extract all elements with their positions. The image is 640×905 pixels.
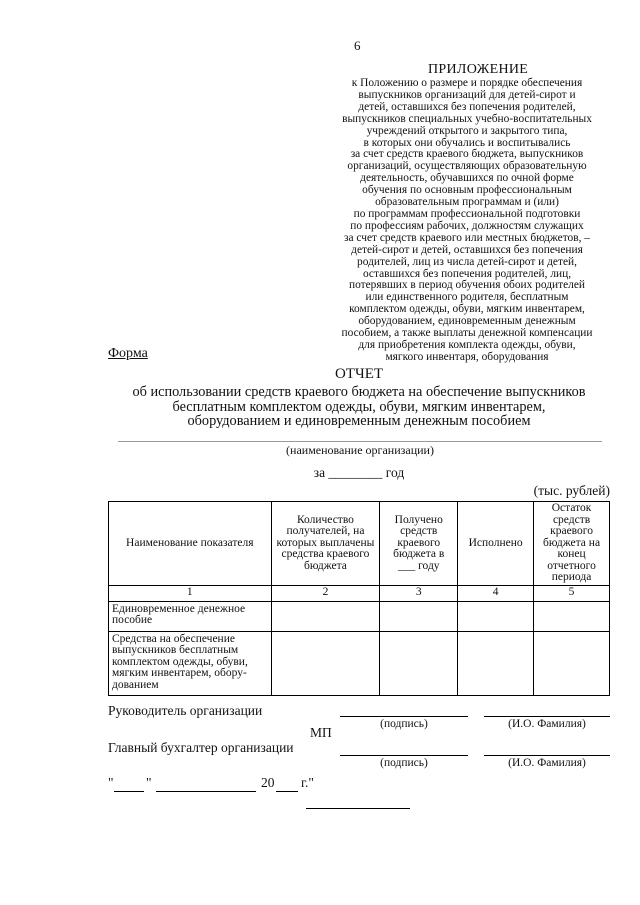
signature-line[interactable] xyxy=(306,808,410,809)
appendix-line: к Положению о размере и порядке обеспечения xyxy=(351,77,583,89)
date-close-quote: " xyxy=(146,775,152,790)
report-subtitle xyxy=(108,385,610,429)
data-cell[interactable] xyxy=(271,631,380,695)
table-header-row xyxy=(109,502,610,586)
report-subtitle-line: бесплатным комплектом одежды, обуви, мягким инвентарем, xyxy=(172,398,546,415)
appendix-title: ПРИЛОЖЕНИЕ xyxy=(428,62,529,77)
header-cell-balance: Остаток средств краевого бюджета на конец отчетного периода xyxy=(534,502,610,586)
appendix-line: за счет средств краевого или местных бюджетов, – xyxy=(343,231,590,244)
appendix-line: выпускников специальных учебно-воспитательных xyxy=(342,112,592,125)
column-number: 4 xyxy=(458,585,534,601)
appendix-line: оборудованием, единовременным денежным xyxy=(358,315,576,328)
column-number-row xyxy=(109,585,610,601)
date-year-line[interactable] xyxy=(276,791,298,792)
head-of-organization-label: Руководитель организации xyxy=(108,703,263,718)
date-day-line[interactable] xyxy=(114,791,144,792)
data-cell[interactable] xyxy=(271,601,380,631)
row-label: Средства на обеспечение выпускников бесплатным комплектом одежды, обуви, мягким инвентарем, обору-дованием xyxy=(109,631,272,695)
page-number: 6 xyxy=(354,38,361,53)
data-cell[interactable] xyxy=(380,601,458,631)
appendix-line: учреждений открытого и закрытого типа, xyxy=(366,124,568,137)
appendix-line: мягкого инвентаря, оборудования xyxy=(385,350,549,363)
row-label: Единовременное денежное пособие xyxy=(109,601,272,631)
report-subtitle-line: оборудованием и единовременным денежным пособием xyxy=(187,413,531,429)
column-number: 2 xyxy=(271,585,380,601)
appendix-line: родителей, лиц из числа детей-сирот и детей, xyxy=(357,255,577,268)
accountant-name-line[interactable] xyxy=(484,755,610,756)
appendix-line: для приобретения комплекта одежды, обуви, xyxy=(358,338,576,351)
date-year-suffix: г." xyxy=(301,775,314,790)
head-name-line[interactable] xyxy=(484,716,610,717)
appendix-line: по профессиям рабочих, должностям служащих xyxy=(350,219,584,232)
data-cell[interactable] xyxy=(458,631,534,695)
appendix-line: обучения по основным профессиональным xyxy=(362,184,572,197)
signature-caption: (подпись) xyxy=(380,718,428,730)
appendix-line: деятельность, обучавшихся по очной форме xyxy=(360,172,574,185)
appendix-line: образовательным программам и (или) xyxy=(375,196,559,209)
report-table xyxy=(108,501,610,696)
report-year-line: за ________ год xyxy=(313,465,405,480)
appendix-line: оставшихся без попечения родителей, лиц, xyxy=(362,267,572,280)
data-cell[interactable] xyxy=(534,601,610,631)
stamp-placeholder: МП xyxy=(310,725,332,740)
form-label: Форма xyxy=(108,346,148,361)
chief-accountant-label: Главный бухгалтер организации xyxy=(108,740,294,755)
appendix-line: потерявших в период обучения обоих родителей xyxy=(348,279,586,292)
head-signature-line[interactable] xyxy=(340,716,468,717)
header-cell-indicator: Наименование показателя xyxy=(109,502,272,586)
table-row xyxy=(109,631,610,695)
data-cell[interactable] xyxy=(534,631,610,695)
column-number: 5 xyxy=(534,585,610,601)
appendix-line: комплектом одежды, обуви, мягким инвентарем, xyxy=(349,303,585,316)
appendix-line: по программам профессиональной подготовки xyxy=(353,207,581,220)
data-cell[interactable] xyxy=(380,631,458,695)
date-month-line[interactable] xyxy=(156,791,256,792)
column-number: 3 xyxy=(380,585,458,601)
report-subtitle-line: об использовании средств краевого бюджета на обеспечение выпускников xyxy=(132,384,586,400)
table-row xyxy=(109,601,610,631)
header-cell-received: Получено средств краевого бюджета в ___ году xyxy=(380,502,458,586)
appendix-line: организаций, осуществляющих образовательную xyxy=(347,160,587,173)
appendix-line: пособием, а также выплаты денежной компенсации xyxy=(341,327,593,340)
report-title: ОТЧЕТ xyxy=(334,366,384,382)
units-label: (тыс. рублей) xyxy=(533,483,610,498)
header-cell-executed: Исполнено xyxy=(458,502,534,586)
data-cell[interactable] xyxy=(458,601,534,631)
appendix-line: детей-сирот и детей, оставшихся без попечения xyxy=(351,243,583,256)
name-caption: (И.О. Фамилия) xyxy=(508,757,586,769)
name-caption: (И.О. Фамилия) xyxy=(508,718,586,730)
date-year-prefix: 20 xyxy=(261,775,275,790)
date-open-quote: " xyxy=(108,775,114,790)
header-cell-recipients: Количество получателей, на которых выплачены средства краевого бюджета xyxy=(271,502,380,586)
appendix-text xyxy=(312,78,622,364)
signature-caption: (подпись) xyxy=(380,757,428,769)
column-number: 1 xyxy=(109,585,272,601)
appendix-line: за счет средств краевого бюджета, выпускников xyxy=(350,148,584,161)
accountant-signature-line[interactable] xyxy=(340,755,468,756)
appendix-line: или единственного родителя, бесплатным xyxy=(365,291,569,304)
organization-caption: (наименование организации) xyxy=(286,443,434,457)
appendix-line: в которых они обучались и воспитывались xyxy=(363,136,571,149)
organization-name-line[interactable] xyxy=(118,441,602,442)
appendix-line: выпускников организаций для детей-сирот и xyxy=(358,88,576,101)
appendix-line: детей, оставшихся без попечения родителей, xyxy=(358,100,576,113)
